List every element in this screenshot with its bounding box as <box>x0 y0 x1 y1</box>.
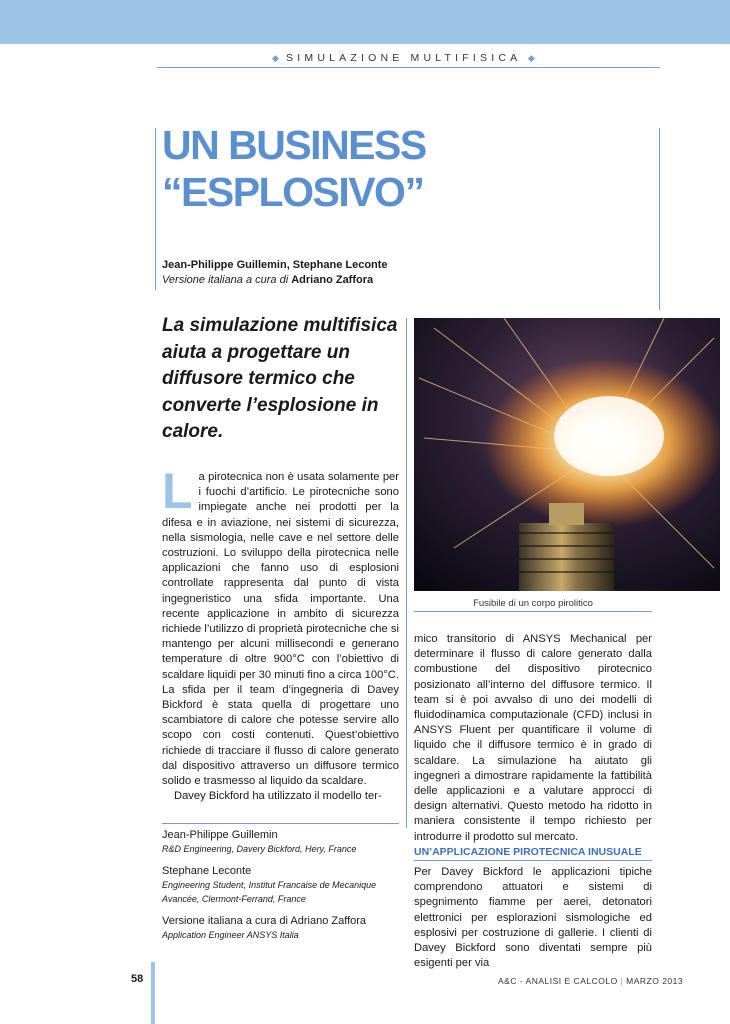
title-left-rule <box>155 128 156 290</box>
translation-credit <box>162 273 388 288</box>
drop-cap: L <box>162 463 193 519</box>
bio-name: Stephane Leconte <box>162 865 252 877</box>
byline <box>162 258 388 288</box>
top-color-band <box>0 0 730 44</box>
diamond-left-icon: ◆ <box>272 53 279 63</box>
section-title: SIMULAZIONE MULTIFISICA <box>286 52 521 64</box>
diamond-right-icon: ◆ <box>527 53 535 63</box>
translator-name: Adriano Zaffora <box>291 274 374 286</box>
title-line-1: UN BUSINESS <box>162 122 426 168</box>
header-rule <box>157 67 660 68</box>
page-number: 58 <box>131 973 144 985</box>
body-paragraph-4: Per Davey Bickford le applicazioni tipiche comprendono attuatori e sistemi di spegnimento fiamme per aerei, detonatori elettronici per esplorazioni sismologiche ed esplosivi per costruzione di gallerie. I clienti di Davey Bickford sono diventati sempre più esigenti per via <box>414 866 652 970</box>
body-column-2 <box>414 632 652 845</box>
section-label <box>272 52 535 64</box>
bio-affiliation: R&D Engineering, Davery Bickford, Hery, France <box>162 844 357 854</box>
bio-name: Versione italiana a cura di Adriano Zaffora <box>162 915 367 927</box>
caption-rule <box>414 611 652 612</box>
body-column-1 <box>162 463 399 804</box>
title-line-2: “ESPLOSIVO” <box>162 169 424 215</box>
journal-issue: MARZO 2013 <box>626 976 684 986</box>
translation-prefix: Versione italiana a cura di <box>162 274 289 286</box>
body-paragraph-2: Davey Bickford ha utilizzato il modello ter- <box>174 790 382 803</box>
bio-rule <box>162 823 399 824</box>
article-title <box>162 122 426 216</box>
bio-affiliation: Application Engineer ANSYS Italia <box>162 930 299 940</box>
body-paragraph-3: mico transitorio di ANSYS Mechanical per determinare il flusso di calore generato dalla combustione del dispositivo pirotecnico posizionato all’interno del diffusore termico. Il team si è poi avvalso di uno dei modelli di fluidodinamica computazionale (CFD) inclusi in ANSYS Fluent per quantificare il volume di liquido che il diffusore termico è in grado di scaldare. La simulazione ha aiutato gli ingegneri a dimostrare rapidamente la fattibilità delle applicazioni e a valutare approcci di design alternativi. Questo metodo ha ridotto in maniera consistente il tempo richiesto per introdurre il prodotto sul mercato. <box>414 633 652 843</box>
body-paragraph-1: a pirotecnica non è usata solamente per i fuochi d’artificio. Le pirotecniche sono impiegate anche nei prodotti per la difesa e in aviazione, nei sistemi di sicurezza, nella sismologia, nelle cave e nel settore delle costruzioni. Lo sviluppo della pirotecnica nelle applicazioni che fanno uso di esplosioni controllate rappresenta dal punto di vista ingegneristico una sfida importante. Una recente applicazione in ambito di sicurezza richiede l’utilizzo di proprietà pirotecniche che si mantengo per alcuni millisecondi e generano temperature di oltre 900°C con l’obiettivo di scaldare liquidi per 30 minuti fino a circa 100°C. La sfida per il team d’ingegneria di Davey Bickford è stata quella di progettare uno scambiatore di calore che potesse servire allo scopo con costi contenuti. Quest’obiettivo richiede di tracciare il flusso di calore generato dal dispositivo attraverso un diffusore termico solido e trasmesso al liquido da scaldare. <box>162 471 399 788</box>
author-bios <box>162 828 399 950</box>
footer-separator: | <box>620 976 624 986</box>
image-caption: Fusibile di un corpo pirolitico <box>473 598 593 609</box>
column-divider <box>406 318 407 828</box>
journal-name: A&C - ANALISI E CALCOLO <box>498 976 618 986</box>
bio-affiliation: Engineering Student, Institut Francaise de Mecanique Avancée, Clermont-Ferrand, France <box>162 880 377 904</box>
journal-footer <box>498 976 683 986</box>
author-names: Jean-Philippe Guillemin, Stephane Leconte <box>162 259 388 271</box>
explosion-photo <box>414 318 720 591</box>
title-right-rule <box>659 128 660 310</box>
section-subhead: UN’APPLICAZIONE PIROTECNICA INUSUALE <box>414 846 642 858</box>
bio-name: Jean-Philippe Guillemin <box>162 829 278 841</box>
lead-paragraph: La simulazione multifisica aiuta a progettare un diffusore termico che converte l’esplosione in calore. <box>162 315 398 442</box>
subhead-rule <box>414 860 652 861</box>
body-column-2-continued <box>414 865 652 971</box>
page-edge-bar <box>151 962 155 1024</box>
